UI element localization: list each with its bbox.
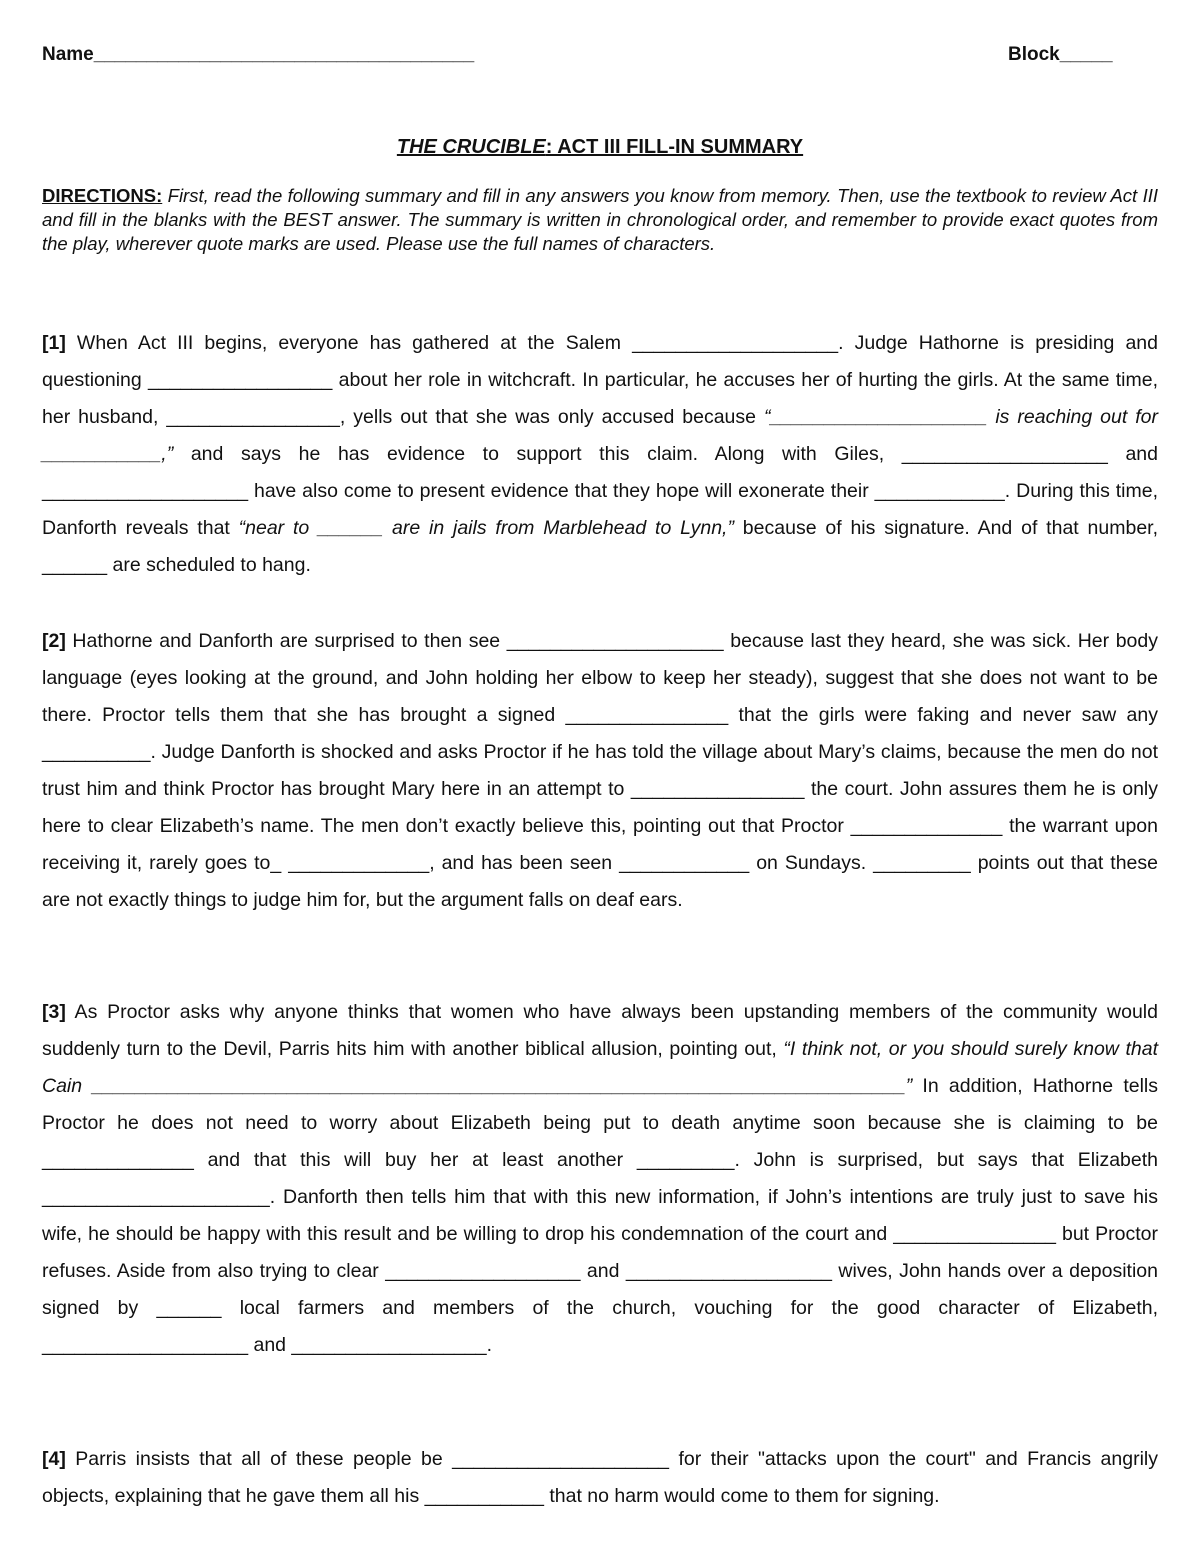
directions	[42, 184, 1158, 256]
paragraph-3-quote-1: “I think not, or you should surely know that Cain ___________________________________________________________________________”	[42, 1038, 1158, 1097]
paragraph-1-quote-1: “____________________ is reaching out for ___________,”	[42, 406, 1159, 465]
page-title	[0, 136, 1200, 159]
paragraph-3	[42, 994, 1158, 1364]
paragraph-4-number: [4]	[42, 1448, 66, 1470]
paragraph-3-text-2: In addition, Hathorne tells Proctor he does not need to worry about Elizabeth being put to death anytime soon because she is claiming to be ______________ and that this will buy her at least another _________. John is surprised, but says that Elizabeth _____________________. Danforth then tells him that with this new information, if John’s intentions are truly just to save his wife, he should be happy with this result and be willing to drop his condemnation of the court and _______________ but Proctor refuses. Aside from also trying to clear __________________ and ___________________ wives, John hands over a deposition signed by ______ local farmers and members of the church, vouching for the good character of Elizabeth, ___________________ and __________________.	[42, 1075, 1158, 1356]
title-rest: : ACT III FILL-IN SUMMARY	[545, 136, 804, 158]
title-italic: THE CRUCIBLE	[396, 136, 546, 158]
paragraph-1	[42, 325, 1158, 584]
paragraph-1-number: [1]	[42, 332, 66, 354]
directions-label: DIRECTIONS:	[42, 185, 163, 206]
directions-text: First, read the following summary and fill in any answers you know from memory. Then, use the textbook to review Act III and fill in the blanks with the BEST answer. The summary is written in chronological order, and remember to provide exact quotes from the play, wherever quote marks are used. Please use the full names of characters.	[42, 185, 1158, 254]
paragraph-3-text-1: As Proctor asks why anyone thinks that women who have always been upstanding members of the community would suddenly turn to the Devil, Parris hits him with another biblical allusion, pointing out,	[42, 1001, 1158, 1060]
paragraph-4-text: Parris insists that all of these people be ____________________ for their "attacks upon the court" and Francis angrily objects, explaining that he gave them all his ___________ that no harm would come to them for signing.	[42, 1448, 1158, 1507]
paragraph-1-text-2: and says he has evidence to support this claim. Along with Giles, ___________________ and ___________________ have also come to present evidence that they hope will exonerate their ____________. During this time, Danforth reveals that	[42, 443, 1158, 539]
paragraph-1-text-3: because of his signature. And of that number, ______ are scheduled to hang.	[42, 517, 1158, 576]
block-field-label: Block_____	[1008, 44, 1113, 65]
paragraph-3-number: [3]	[42, 1001, 66, 1023]
paragraph-1-quote-2: “near to ______ are in jails from Marblehead to Lynn,”	[238, 517, 734, 539]
paragraph-4	[42, 1441, 1158, 1515]
paragraph-1-text-1: When Act III begins, everyone has gathered at the Salem ___________________. Judge Hathorne is presiding and questioning _________________ about her role in witchcraft. In particular, he accuses her of hurting the girls. At the same time, her husband, ________________, yells out that she was only accused because	[42, 332, 1158, 428]
paragraph-2	[42, 623, 1158, 919]
paragraph-2-text: Hathorne and Danforth are surprised to then see ____________________ because last they heard, she was sick. Her body language (eyes looking at the ground, and John holding her elbow to keep her steady), suggest that she does not want to be there. Proctor tells them that she has brought a signed _______________ that the girls were faking and never saw any __________. Judge Danforth is shocked and asks Proctor if he has told the village about Mary’s claims, because the men do not trust him and think Proctor has brought Mary here in an attempt to ________________ the court. John assures them he is only here to clear Elizabeth’s name. The men don’t exactly believe this, pointing out that Proctor ______________ the warrant upon receiving it, rarely goes to_ _____________, and has been seen ____________ on Sundays. _________ points out that these are not exactly things to judge him for, but the argument falls on deaf ears.	[42, 630, 1158, 911]
paragraph-2-number: [2]	[42, 630, 66, 652]
name-field-label: Name____________________________________	[42, 44, 475, 65]
